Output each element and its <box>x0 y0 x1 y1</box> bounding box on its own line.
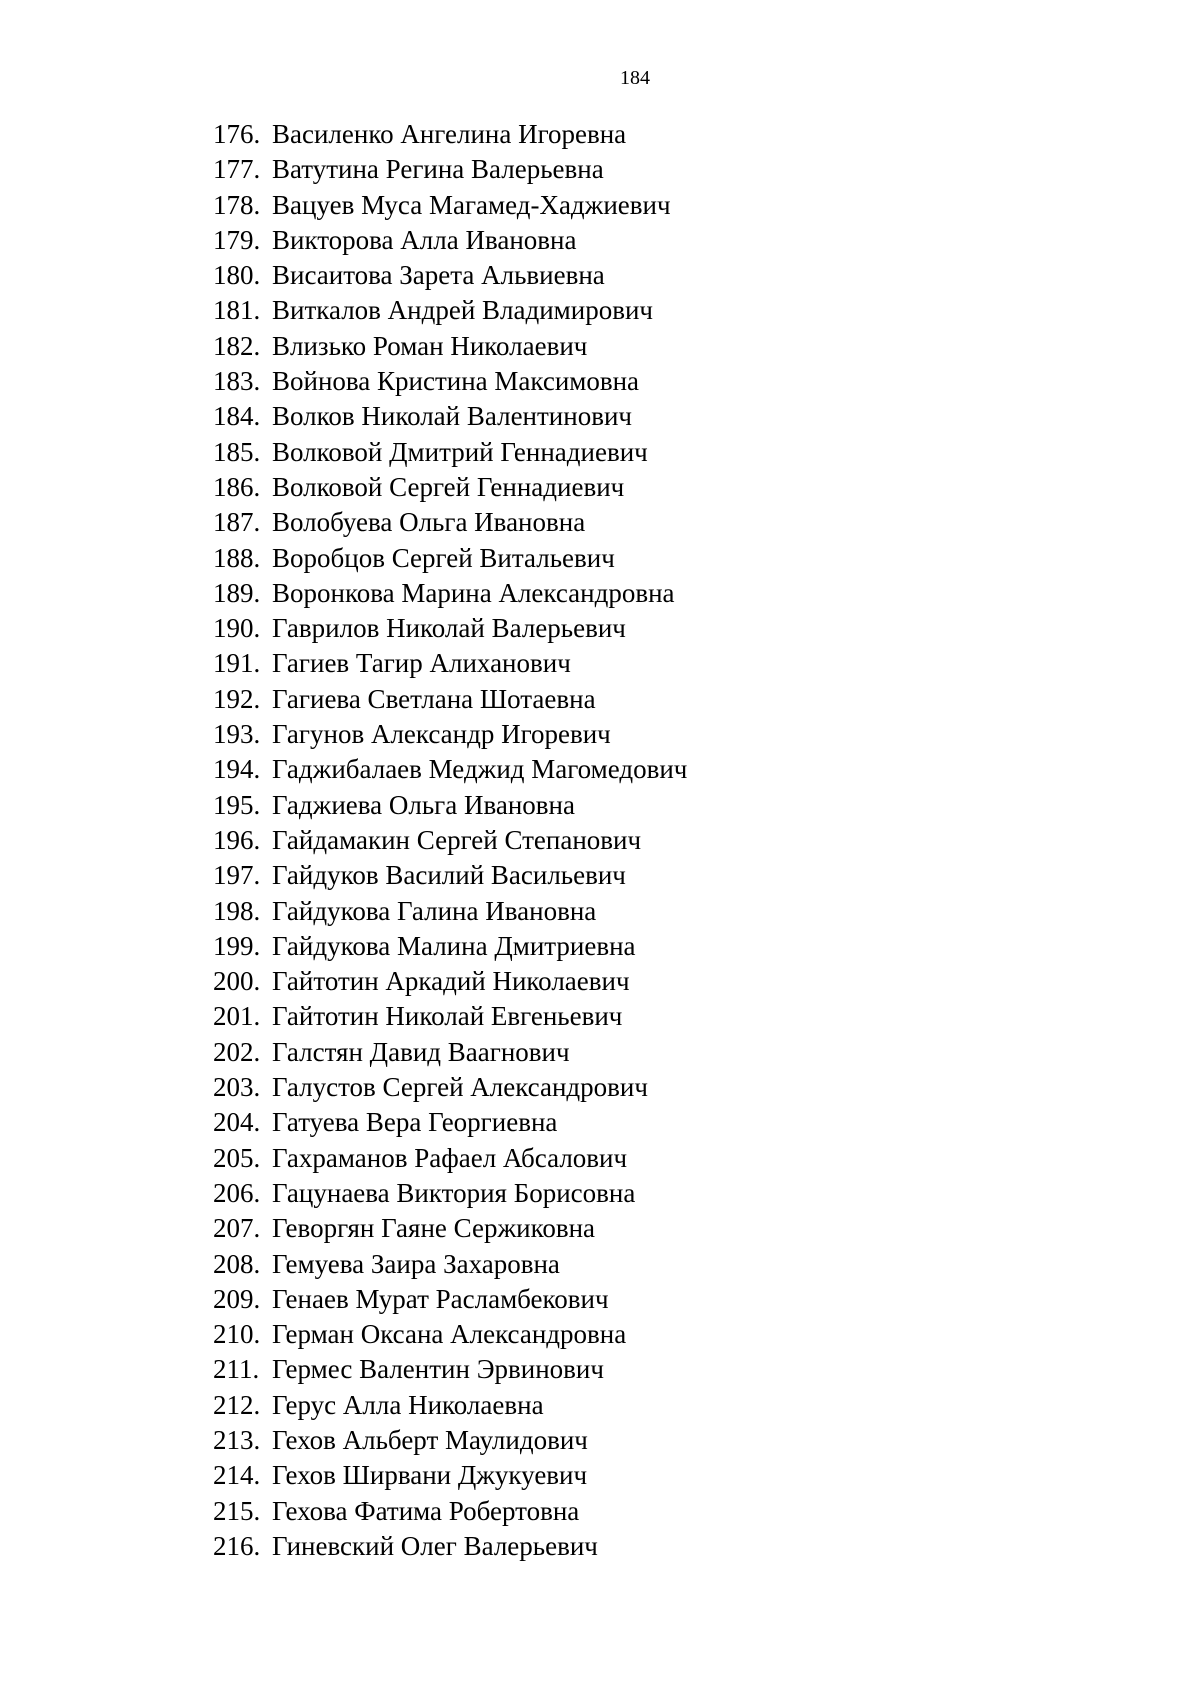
list-item <box>213 1211 687 1246</box>
list-item-name: Викторова Алла Ивановна <box>272 224 577 255</box>
list-item-name: Гиневский Олег Валерьевич <box>272 1530 598 1561</box>
list-item-name: Галстян Давид Ваагнович <box>272 1036 570 1067</box>
list-item-name: Гайдукова Малина Дмитриевна <box>272 930 636 961</box>
list-item-number: 195. <box>213 789 261 820</box>
list-item <box>213 223 687 258</box>
list-item-name: Войнова Кристина Максимовна <box>272 366 640 397</box>
list-item-number: 179. <box>213 224 261 255</box>
list-item <box>213 1458 687 1493</box>
list-item-name: Гагиева Светлана Шотаевна <box>272 683 596 714</box>
list-item <box>213 329 687 364</box>
list-item-number: 184. <box>213 401 261 432</box>
list-item-name: Гаджибалаев Меджид Магомедович <box>272 754 688 785</box>
list-item-number: 187. <box>213 507 261 538</box>
list-item-name: Гайдуков Василий Васильевич <box>272 860 626 891</box>
list-item-name: Волковой Дмитрий Геннадиевич <box>272 436 648 467</box>
list-item <box>213 788 687 823</box>
list-item-name: Гайтотин Николай Евгеньевич <box>272 1001 623 1032</box>
list-item-number: 186. <box>213 471 261 502</box>
list-item <box>213 399 687 434</box>
list-item <box>213 1141 687 1176</box>
list-item-number: 213. <box>213 1424 261 1455</box>
list-item-number: 214. <box>213 1460 261 1491</box>
list-item <box>213 152 687 187</box>
list-item <box>213 894 687 929</box>
list-item <box>213 117 687 152</box>
list-item <box>213 1070 687 1105</box>
list-item <box>213 258 687 293</box>
list-item-name: Влизько Роман Николаевич <box>272 330 588 361</box>
list-item <box>213 823 687 858</box>
list-item-number: 199. <box>213 930 261 961</box>
list-item <box>213 1035 687 1070</box>
list-item <box>213 1247 687 1282</box>
list-item-number: 180. <box>213 260 261 291</box>
list-item-name: Вацуев Муса Магамед-Хаджиевич <box>272 189 671 220</box>
list-item-number: 210. <box>213 1319 261 1350</box>
list-item <box>213 1105 687 1140</box>
list-item-number: 178. <box>213 189 261 220</box>
list-item-name: Генаев Мурат Расламбекович <box>272 1283 609 1314</box>
list-item <box>213 435 687 470</box>
list-item-number: 189. <box>213 577 261 608</box>
list-item-number: 204. <box>213 1107 261 1138</box>
list-item-name: Галустов Сергей Александрович <box>272 1072 648 1103</box>
list-item-name: Гехова Фатима Робертовна <box>272 1495 580 1526</box>
list-item-name: Гайдукова Галина Ивановна <box>272 895 597 926</box>
list-item-number: 185. <box>213 436 261 467</box>
list-item <box>213 717 687 752</box>
list-item <box>213 505 687 540</box>
list-item-name: Гагунов Александр Игоревич <box>272 719 611 750</box>
list-item <box>213 646 687 681</box>
list-item <box>213 1423 687 1458</box>
list-item <box>213 1529 687 1564</box>
list-item-name: Гайтотин Аркадий Николаевич <box>272 966 630 997</box>
page-number: 184 <box>620 67 650 89</box>
list-item <box>213 541 687 576</box>
list-item-name: Висаитова Зарета Альвиевна <box>272 260 605 291</box>
list-item-name: Василенко Ангелина Игоревна <box>272 119 627 149</box>
list-item-name: Гехов Ширвани Джукуевич <box>272 1460 588 1491</box>
list-item-name: Волков Николай Валентинович <box>272 401 632 432</box>
list-item-name: Герман Оксана Александровна <box>272 1319 627 1350</box>
list-item-number: 211. <box>213 1354 260 1385</box>
list-item-number: 215. <box>213 1495 261 1526</box>
list-item-name: Гахраманов Рафаел Абсалович <box>272 1142 628 1173</box>
list-item-name: Воронкова Марина Александровна <box>272 577 675 608</box>
list-item-name: Волковой Сергей Геннадиевич <box>272 471 625 502</box>
list-item-name: Воробцов Сергей Витальевич <box>272 542 615 573</box>
list-item-number: 207. <box>213 1213 261 1244</box>
list-item-number: 200. <box>213 966 261 997</box>
list-item-name: Гаврилов Николай Валерьевич <box>272 613 626 644</box>
list-item-number: 193. <box>213 719 261 750</box>
list-item <box>213 293 687 328</box>
list-item-number: 212. <box>213 1389 261 1420</box>
list-item-number: 198. <box>213 895 261 926</box>
list-item <box>213 858 687 893</box>
list-item <box>213 964 687 999</box>
list-item-number: 177. <box>213 154 261 185</box>
list-item <box>213 1494 687 1529</box>
list-item-number: 188. <box>213 542 261 573</box>
list-item-number: 196. <box>213 824 261 855</box>
list-item-name: Геворгян Гаяне Сержиковна <box>272 1213 595 1244</box>
list-item-number: 197. <box>213 860 261 891</box>
list-item-number: 183. <box>213 366 261 397</box>
list-item-number: 194. <box>213 754 261 785</box>
list-item-number: 192. <box>213 683 261 714</box>
list-item <box>213 364 687 399</box>
list-item-number: 181. <box>213 295 261 326</box>
list-item-name: Ватутина Регина Валерьевна <box>272 154 604 185</box>
list-item-number: 209. <box>213 1283 261 1314</box>
list-item-number: 205. <box>213 1142 261 1173</box>
list-item-number: 208. <box>213 1248 261 1279</box>
list-item-number: 176. <box>213 119 261 149</box>
list-item-number: 206. <box>213 1177 261 1208</box>
list-item-name: Виткалов Андрей Владимирович <box>272 295 653 326</box>
list-item <box>213 1388 687 1423</box>
list-item-name: Гермес Валентин Эрвинович <box>272 1354 604 1385</box>
list-item <box>213 682 687 717</box>
list-item-number: 202. <box>213 1036 261 1067</box>
list-item-number: 191. <box>213 648 261 679</box>
list-item-name: Гемуева Заира Захаровна <box>272 1248 560 1279</box>
list-item-name: Герус Алла Николаевна <box>272 1389 544 1420</box>
list-item <box>213 999 687 1034</box>
list-item-name: Гехов Альберт Маулидович <box>272 1424 588 1455</box>
list-item-name: Волобуева Ольга Ивановна <box>272 507 586 538</box>
list-item-name: Гацунаева Виктория Борисовна <box>272 1177 636 1208</box>
list-item-name: Гатуева Вера Георгиевна <box>272 1107 558 1138</box>
list-item <box>213 1317 687 1352</box>
list-item-number: 201. <box>213 1001 261 1032</box>
list-item <box>213 1352 687 1387</box>
list-item <box>213 611 687 646</box>
list-item <box>213 576 687 611</box>
list-item-number: 182. <box>213 330 261 361</box>
list-item <box>213 1176 687 1211</box>
list-item-number: 203. <box>213 1072 261 1103</box>
list-item-name: Гагиев Тагир Алиханович <box>272 648 571 679</box>
list-item <box>213 1282 687 1317</box>
list-item <box>213 752 687 787</box>
list-item-number: 190. <box>213 613 261 644</box>
list-item-number: 216. <box>213 1530 261 1561</box>
name-list <box>213 117 687 1564</box>
list-item-name: Гайдамакин Сергей Степанович <box>272 824 642 855</box>
list-item <box>213 188 687 223</box>
list-item <box>213 929 687 964</box>
list-item <box>213 470 687 505</box>
list-item-name: Гаджиева Ольга Ивановна <box>272 789 575 820</box>
